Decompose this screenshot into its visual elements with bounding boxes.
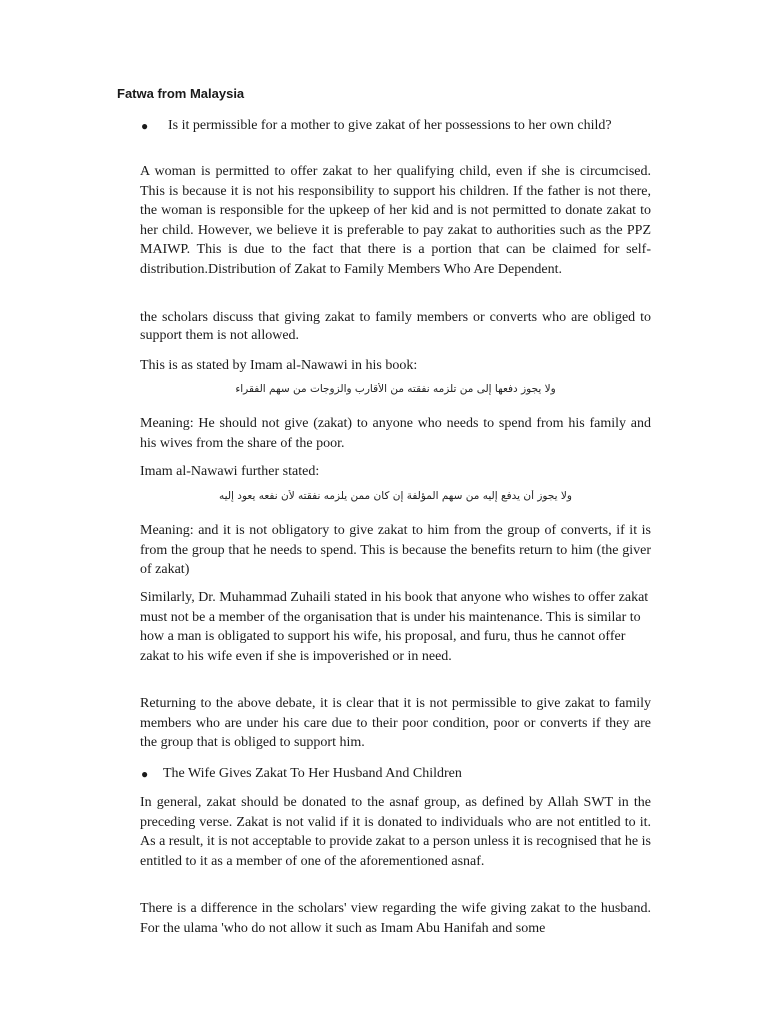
paragraph-asnaf: In general, zakat should be donated to the asnaf group, as defined by Allah SWT in the preceding verse. Zakat is not valid if it is donated to individuals who are not entitled to it. As a result, it is not acceptable to provide zakat to a person unless it is recognised that he is entitled to it as a member of one of the aforementioned asnaf. [140, 795, 651, 869]
arabic-quote-2: ولا يجوز أن يدفع إليه من سهم المؤلفة إن كان ممن يلزمه نفقته لأن نفعه يعود إليه [219, 490, 572, 502]
paragraph-nawawi-intro: This is as stated by Imam al-Nawawi in his book: [140, 358, 418, 373]
paragraph-returning-debate: Returning to the above debate, it is clear that it is not permissible to give zakat to family members who are under his care due to their poor condition, poor or converts if they are the group that is obliged to support him. [140, 696, 651, 750]
paragraph-meaning-2: Meaning: and it is not obligatory to give zakat to him from the group of converts, if it is from the group that he needs to spend. This is because the benefits return to him (the giver of zakat) [140, 523, 651, 577]
bullet-dot-icon: ● [141, 119, 149, 133]
bullet-item-question [141, 117, 651, 135]
paragraph-scholars-view: There is a difference in the scholars' view regarding the wife giving zakat to the husband. For the ulama 'who do not allow it such as Imam Abu Hanifah and some [140, 901, 651, 936]
bullet-text-wife-gives: The Wife Gives Zakat To Her Husband And Children [163, 766, 462, 781]
bullet-text-question: Is it permissible for a mother to give zakat of her possessions to her own child? [168, 118, 612, 133]
bullet-item-wife-gives [141, 765, 651, 783]
paragraph-zuhaili: Similarly, Dr. Muhammad Zuhaili stated in his book that anyone who wishes to offer zakat must not be a member of the organisation that is under his maintenance. This is similar to how a man is obligated to support his wife, his proposal, and furu, thus he cannot offer zakat to his wife even if she is impoverished or in need. [140, 590, 649, 664]
paragraph-mother-zakat: A woman is permitted to offer zakat to her qualifying child, even if she is circumcised. This is because it is not his responsibility to support his children. If the father is not there, the woman is responsible for the upkeep of her kid and is not permitted to donate zakat to her child. However, we believe it is preferable to pay zakat to authorities such as the PPZ MAIWP. This is due to the fact that there is a portion that can be claimed for self-distribution.Distribution of Zakat to Family Members Who Are Dependent. [140, 164, 651, 277]
paragraph-scholars-discuss: the scholars discuss that giving zakat to family members or converts who are obliged to support them is not allowed. [140, 310, 651, 344]
arabic-quote-1: ولا يجوز دفعها إلى من تلزمه نفقته من الأقارب والزوجات من سهم الفقراء [235, 383, 556, 395]
paragraph-meaning-1: Meaning: He should not give (zakat) to anyone who needs to spend from his family and his wives from the share of the poor. [140, 416, 651, 451]
paragraph-nawawi-further: Imam al-Nawawi further stated: [140, 464, 320, 479]
bullet-dot-icon: ● [141, 767, 149, 781]
document-title: Fatwa from Malaysia [117, 86, 245, 101]
